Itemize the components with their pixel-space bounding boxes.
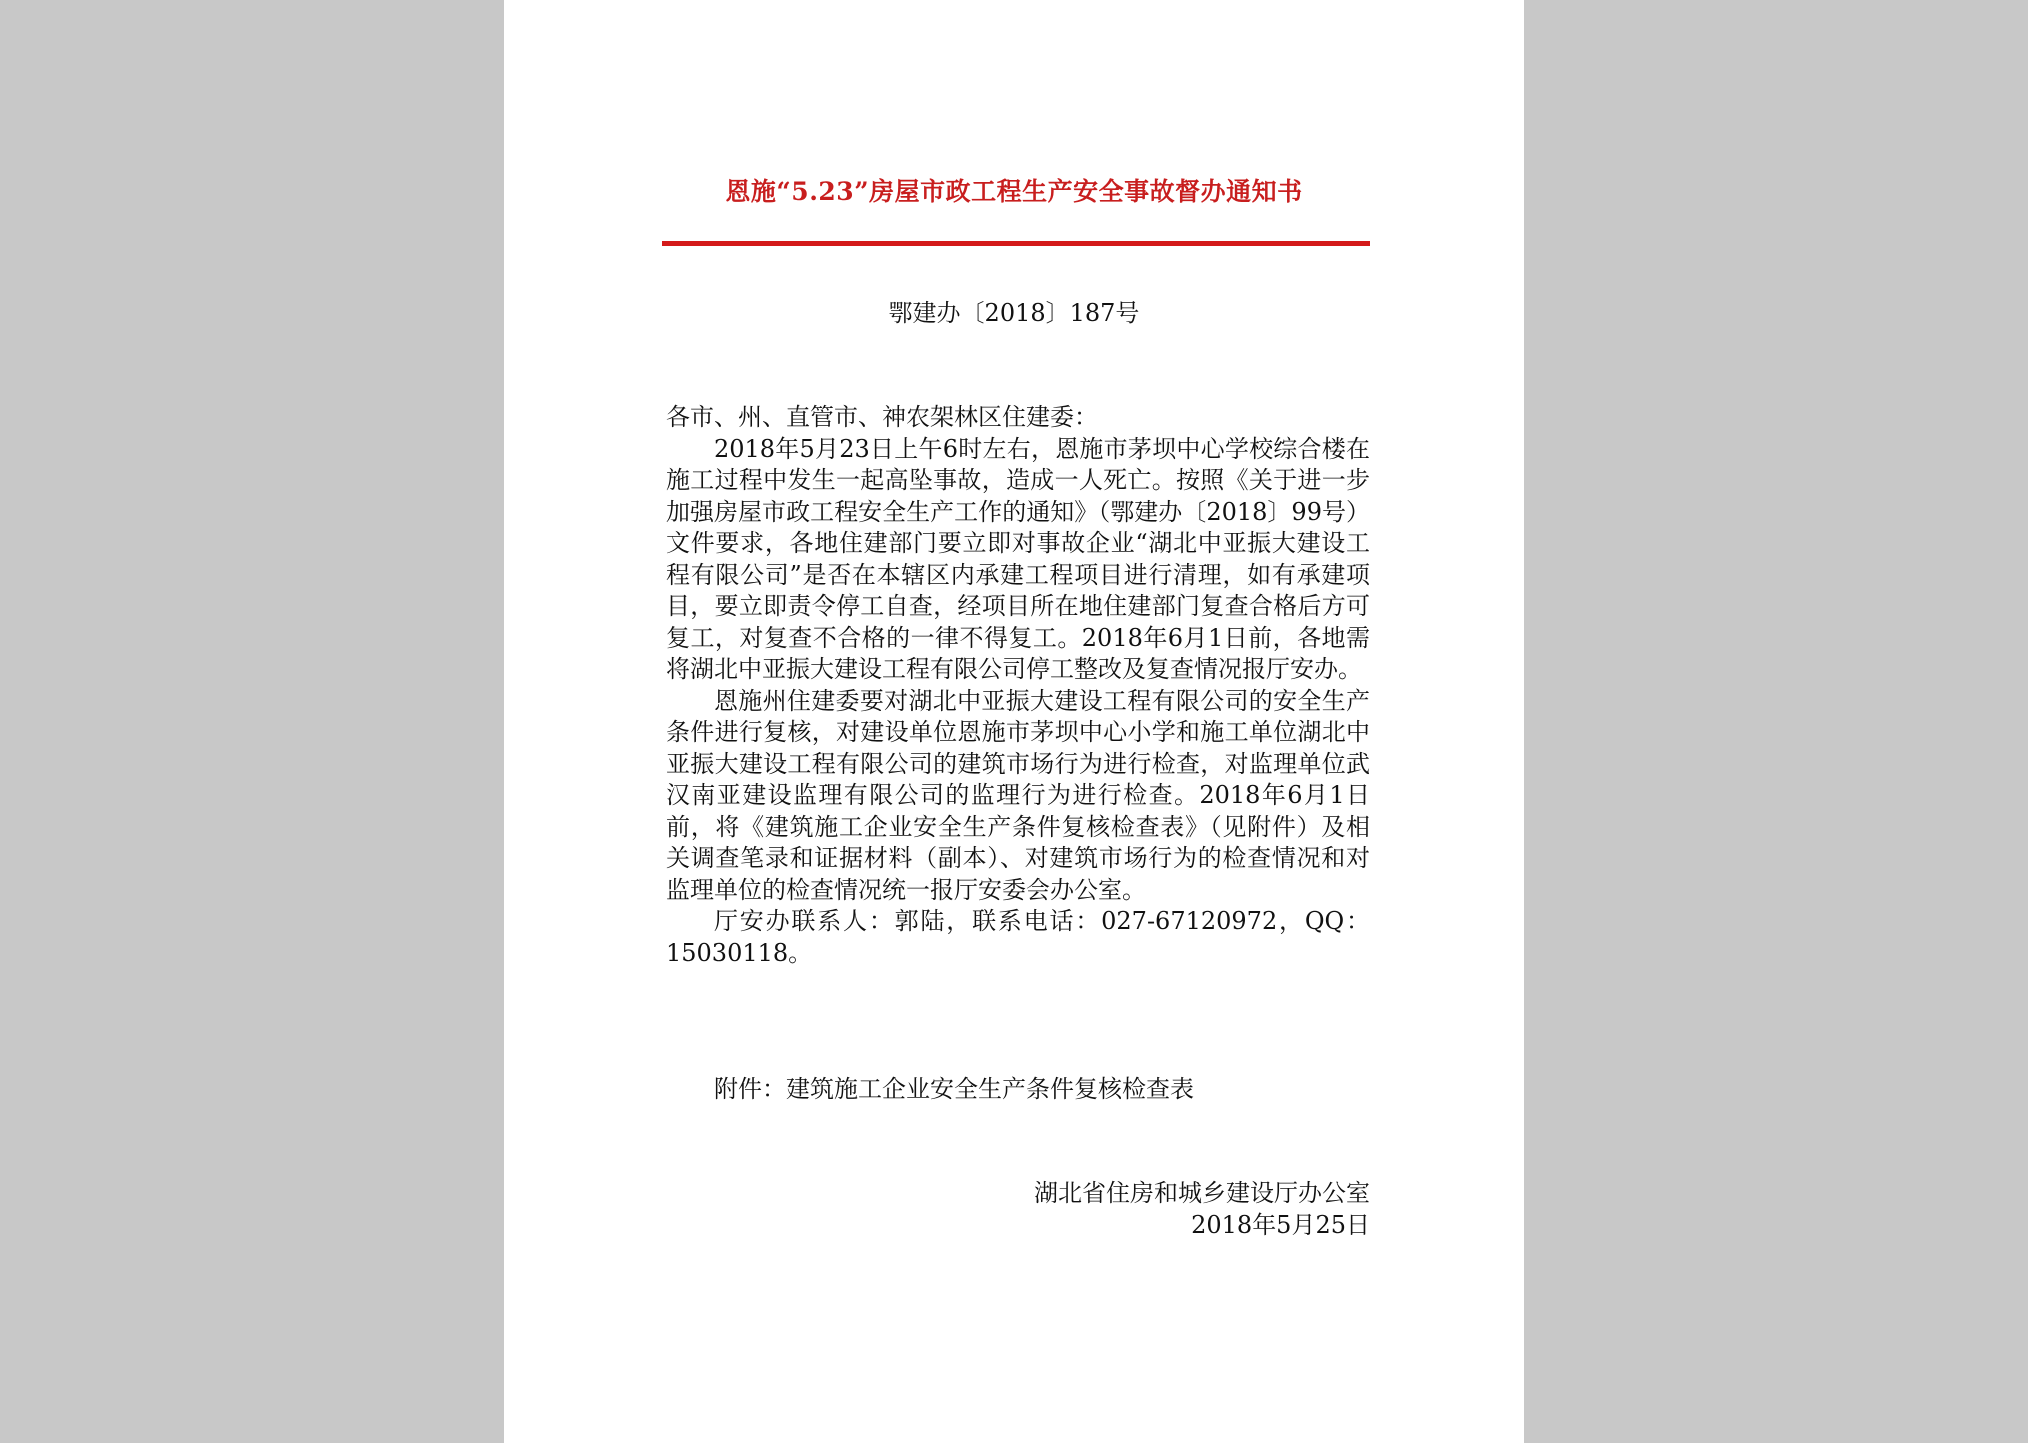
salutation: 各市、州、直管市、神农架林区住建委： [666,403,1098,431]
signature-block [1034,1177,1370,1241]
paragraph-1: 2018年5月23日上午6时左右，恩施市茅坝中心学校综合楼在施工过程中发生一起高坠事故，造成一人死亡。按照《关于进一步加强房屋市政工程安全生产工作的通知》（鄂建办〔2018〕99号）文件要求，各地住建部门要立即对事故企业“湖北中亚振大建设工程有限公司”是否在本辖区内承建工程项目进行清理，如有承建项目，要立即责令停工自查，经项目所在地住建部门复查合格后方可复工，对复查不合格的一律不得复工。2018年6月1日前，各地需将湖北中亚振大建设工程有限公司停工整改及复查情况报厅安办。 [666,434,1370,683]
paragraph-contact: 厅安办联系人：郭陆，联系电话：027-67120972，QQ：15030118。 [666,907,1370,967]
attachment-line: 附件：建筑施工企业安全生产条件复核检查表 [714,1075,1194,1103]
document-title: 恩施“5.23”房屋市政工程生产安全事故督办通知书 [725,177,1303,206]
document-number: 鄂建办〔2018〕187号 [888,299,1140,327]
document-body [666,402,1370,969]
document-page [504,0,1524,1443]
issuer-name: 湖北省住房和城乡建设厅办公室 [1034,1179,1370,1207]
paragraph-2: 恩施州住建委要对湖北中亚振大建设工程有限公司的安全生产条件进行复核，对建设单位恩施市茅坝中心小学和施工单位湖北中亚振大建设工程有限公司的建筑市场行为进行检查，对监理单位武汉南亚建设监理有限公司的监理行为进行检查。2018年6月1日前，将《建筑施工企业安全生产条件复核检查表》（见附件）及相关调查笔录和证据材料（副本）、对建筑市场行为的检查情况和对监理单位的检查情况统一报厅安委会办公室。 [666,686,1370,904]
red-divider-rule [662,241,1370,246]
issue-date: 2018年5月25日 [1191,1211,1370,1239]
